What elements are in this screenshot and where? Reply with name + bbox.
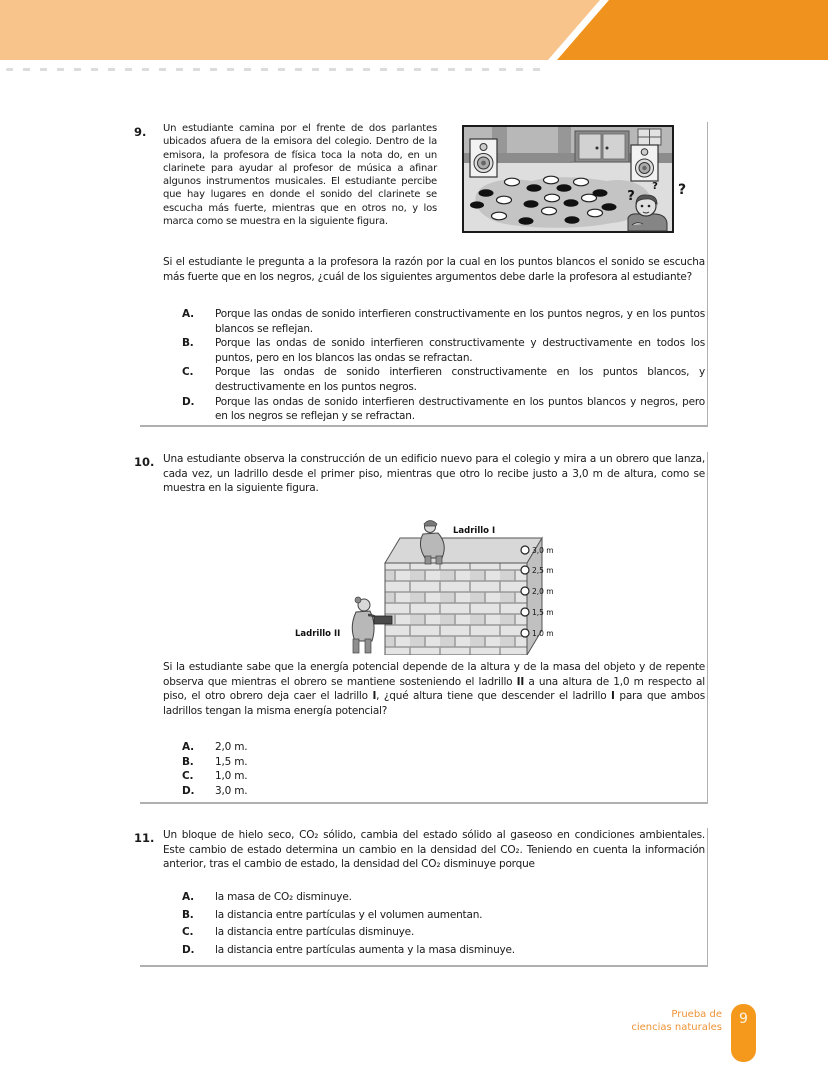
right-speaker-icon: [631, 145, 658, 181]
option-a: [182, 740, 705, 755]
option-text: 2,0 m.: [215, 741, 248, 753]
question-11-stem: Un bloque de hielo seco, CO₂ sólido, cambia del estado sólido al gaseoso en condiciones ambientales. Este cambio de estado determina un cambio en la densidad del CO₂. Teniendo en cuenta la información anterior, tras el cambio de estado, la densidad del CO₂ disminuye porque: [163, 829, 705, 871]
option-text: Porque las ondas de sonido interfieren destructivamente en los puntos blancos y negros, pero en los negros se reflejan y se refractan.: [215, 395, 705, 423]
option-letter: D.: [182, 943, 195, 956]
wall-front-face: [385, 563, 527, 655]
height-mark-label: 3,0 m: [532, 546, 554, 555]
option-text: la distancia entre partículas disminuye.: [215, 926, 415, 939]
option-text: Porque las ondas de sonido interfieren constructivamente y destructivamente en todos los puntos, pero en los blancos las ondas se refractan.: [215, 337, 705, 364]
question-9-block: [134, 122, 708, 427]
question-10-stem: Una estudiante observa la construcción de un edificio nuevo para el colegio y mira a un obrero que lanza, cada vez, un ladrillo desde el primer piso, mientras que otro lo recibe justo a 3,0 m de altura, como se muestra en la siguiente figura.: [163, 453, 705, 495]
option-letter: B.: [182, 755, 194, 768]
question-9-prompt: Si el estudiante le pregunta a la profesora la razón por la cual en los puntos blancos el sonido se escucha más fuerte que en los negros, ¿cuál de los siguientes argumentos debe darle la profesora al estudiante?: [163, 256, 705, 283]
option-a: [182, 307, 705, 336]
option-letter: C.: [182, 770, 194, 783]
question-9-stem: Un estudiante camina por el frente de dos parlantes ubicados afuera de la emisora del colegio. Dentro de la emisora, la profesora de física toca la nota do, en un clarinete para ayudar al profesor de música a afinar algunos instrumentos musicales. El estudiante percibe que hay lugares en donde el sonido del clarinete se escucha más fuerte, mientras que en otros no, y los marca como se muestra en la siguiente figura.: [163, 123, 437, 228]
option-text: la masa de CO₂ disminuye.: [215, 891, 352, 903]
footer-line2: ciencias naturales: [631, 1022, 722, 1033]
option-text: Porque las ondas de sonido interfieren constructivamente en los puntos blancos, y destructivamente en los puntos negros.: [215, 366, 705, 393]
left-speaker-icon: [470, 139, 497, 177]
option-d: [182, 943, 705, 958]
option-text: la distancia entre partículas y el volumen aumentan.: [215, 908, 483, 921]
question-mark-small: ?: [652, 181, 658, 192]
height-mark-label: 2,5 m: [532, 566, 554, 575]
wall-top-face: [385, 538, 542, 563]
page-number-tab: [731, 1004, 756, 1062]
question-9-number: 9.: [134, 125, 147, 139]
height-mark-label: 2,0 m: [532, 587, 554, 596]
brick2-label: Ladrillo II: [295, 629, 341, 639]
option-letter: B.: [182, 908, 194, 921]
option-letter: B.: [182, 337, 194, 350]
footer-line1: Prueba de: [671, 1009, 722, 1020]
question-11-number: 11.: [134, 831, 155, 845]
option-letter: A.: [182, 741, 194, 753]
question-mark-large: ?: [627, 189, 635, 204]
page-number: 9: [739, 1011, 748, 1027]
option-c: [182, 365, 705, 394]
question-10-block: [134, 452, 708, 804]
option-d: [182, 784, 705, 799]
height-mark-label: 1,5 m: [532, 608, 554, 617]
option-c: [182, 769, 705, 784]
question-10-prompt: Si la estudiante sabe que la energía potencial depende de la altura y de la masa del objeto y de repente observa que mientras el obrero se mantiene sosteniendo el ladrillo II a una altura de 1,0 m respecto al piso, el otro obrero deja caer el ladrillo I, ¿qué altura tiene que descender el ladrillo I para que ambos ladrillos tengan la misma energía potencial?: [163, 661, 705, 717]
window: [638, 129, 661, 145]
footer-test-name: [631, 1008, 722, 1034]
option-letter: D.: [182, 395, 195, 408]
option-b: [182, 336, 705, 365]
header-dotted-divider: [6, 68, 546, 71]
speakers-scene-figure: [462, 125, 674, 237]
brick-wall-figure: [290, 515, 558, 659]
page-header-band: [0, 0, 828, 60]
question-9-options: [182, 307, 705, 424]
option-a: [182, 890, 705, 905]
option-letter: C.: [182, 926, 194, 939]
question-mark-outside: ?: [678, 182, 687, 198]
option-d: [182, 395, 705, 424]
option-letter: A.: [182, 308, 194, 320]
option-text: 1,0 m.: [215, 770, 248, 783]
door: [571, 131, 633, 166]
option-text: Porque las ondas de sonido interfieren constructivamente en los puntos negros, y en los puntos blancos se reflejan.: [215, 308, 705, 335]
option-letter: D.: [182, 784, 195, 797]
question-11-options: [182, 890, 705, 960]
option-b: [182, 908, 705, 923]
height-mark-label: 1,0 m: [532, 629, 554, 638]
option-b: [182, 755, 705, 770]
speakers-scene-svg: [462, 125, 674, 233]
option-c: [182, 925, 705, 940]
question-10-number: 10.: [134, 455, 155, 469]
brick1-label: Ladrillo I: [453, 526, 496, 536]
option-text: la distancia entre partículas aumenta y la masa disminuye.: [215, 943, 515, 956]
question-10-options: [182, 740, 705, 798]
option-text: 3,0 m.: [215, 784, 248, 797]
option-text: 1,5 m.: [215, 755, 248, 768]
question-11-block: [134, 828, 708, 967]
brick-wall-svg: [290, 515, 558, 655]
option-letter: C.: [182, 366, 194, 379]
option-letter: A.: [182, 891, 194, 903]
